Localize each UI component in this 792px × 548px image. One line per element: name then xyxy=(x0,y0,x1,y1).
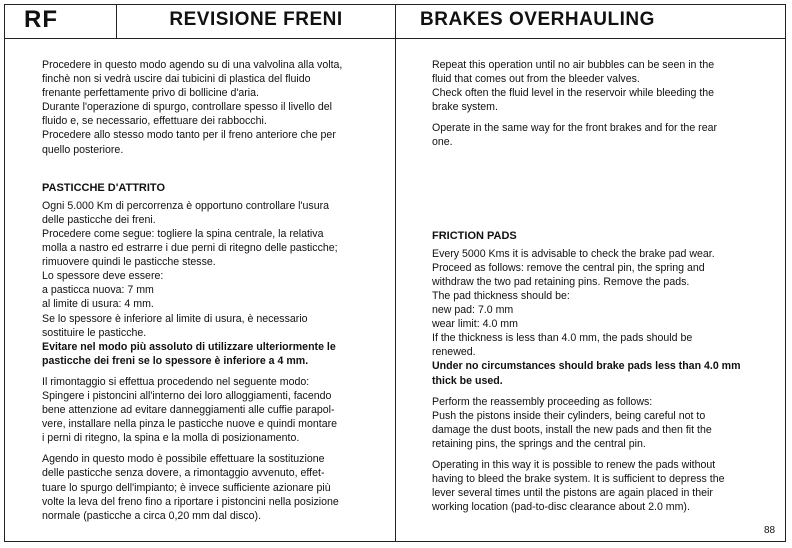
text-line: Check often the fluid level in the reservoir while bleeding the xyxy=(432,87,715,100)
text-line: Proceed as follows: remove the central pin, the spring and xyxy=(432,261,705,274)
english-heading: FRICTION PADS xyxy=(432,229,517,242)
text-line: Evitare nel modo più assoluto di utilizzare ulteriormente le xyxy=(42,340,336,353)
text-line: finchè non si vedrà uscire dai tubicini di plastica del fluido xyxy=(42,73,311,86)
english-body-1 xyxy=(432,247,750,360)
text-line: i perni di ritegno, la spina e la molla di posizionamento. xyxy=(42,432,300,445)
text-line: Repeat this operation until no air bubbles can be seen in the xyxy=(432,59,715,71)
english-column xyxy=(432,58,750,514)
text-line: wear limit: 4.0 mm xyxy=(432,318,518,331)
english-intro xyxy=(432,58,750,114)
english-warning xyxy=(432,359,750,387)
text-line: fluido e, se necessario, effettuare dei rabbocchi. xyxy=(42,115,267,128)
text-line: withdraw the two pad retaining pins. Remove the pads. xyxy=(432,275,690,288)
italian-body-3 xyxy=(42,452,360,522)
italian-warning xyxy=(42,340,360,368)
text-line: Procedere come segue: togliere la spina centrale, la relativa xyxy=(42,227,324,240)
title-english: BRAKES OVERHAULING xyxy=(420,9,655,30)
section-code: RF xyxy=(24,6,58,33)
text-line: one. xyxy=(432,136,453,149)
text-line: molla a nastro ed estrarre i due perni di ritegno delle pasticche; xyxy=(42,242,338,255)
text-line: Procedere in questo modo agendo su di una valvolina alla volta, xyxy=(42,59,343,71)
text-line: volte la leva del freno fino a riportare i pistoncini nella posizione xyxy=(42,495,339,508)
english-intro-2 xyxy=(432,121,750,149)
title-italian: REVISIONE FRENI xyxy=(169,9,343,30)
english-body-2 xyxy=(432,395,750,451)
text-line: new pad: 7.0 mm xyxy=(432,304,514,317)
text-line: lever several times until the pistons are again placed in their xyxy=(432,487,713,500)
text-line: Spingere i pistoncini all'interno dei loro alloggiamenti, facendo xyxy=(42,389,332,402)
text-line: Il rimontaggio si effettua procedendo nel seguente modo: xyxy=(42,375,310,388)
text-line: If the thickness is less than 4.0 mm, the pads should be xyxy=(432,332,693,345)
text-line: tuare lo spurgo dell'impianto; è invece sufficiente azionare più xyxy=(42,481,331,494)
text-line: Durante l'operazione di spurgo, controllare spesso il livello del xyxy=(42,101,332,114)
text-line: Se lo spessore è inferiore al limite di usura, è necessario xyxy=(42,312,308,325)
text-line: damage the dust boots, install the new pads and then fit the xyxy=(432,423,712,436)
text-line: Lo spessore deve essere: xyxy=(42,270,164,283)
text-line: Procedere allo stesso modo tanto per il freno anteriore che per xyxy=(42,129,336,142)
text-line: sostituire le pasticche. xyxy=(42,326,147,339)
italian-column xyxy=(42,58,360,523)
text-line: Push the pistons inside their cylinders, being careful not to xyxy=(432,409,706,422)
column-divider xyxy=(395,4,396,542)
text-line: brake system. xyxy=(432,101,498,114)
text-line: Operate in the same way for the front brakes and for the rear xyxy=(432,122,718,135)
text-line: having to bleed the brake system. It is sufficient to depress the xyxy=(432,473,725,486)
text-line: Ogni 5.000 Km di percorrenza è opportuno controllare l'usura xyxy=(42,199,330,212)
text-line: bene attenzione ad evitare danneggiamenti alle cuffie parapol- xyxy=(42,404,335,417)
text-line: normale (pasticche a circa 0,20 mm dal disco). xyxy=(42,509,262,522)
text-line: vere, installare nella pinza le pasticche nuove e quindi montare xyxy=(42,418,338,431)
text-line: delle pasticche senza dovere, a rimontaggio avvenuto, effet- xyxy=(42,467,325,480)
section-code-box xyxy=(4,4,117,38)
text-line: delle pasticche dei freni. xyxy=(42,213,156,226)
text-line: Every 5000 Kms it is advisable to check the brake pad wear. xyxy=(432,247,715,260)
text-line: pasticche dei freni se lo spessore è inferiore a 4 mm. xyxy=(42,354,309,367)
english-body-3 xyxy=(432,458,750,514)
text-line: The pad thickness should be: xyxy=(432,289,570,302)
text-line: retaining pins, the springs and the central pin. xyxy=(432,437,646,450)
text-line: a pasticca nuova: 7 mm xyxy=(42,284,154,297)
page-number: 88 xyxy=(764,525,776,536)
italian-body-2 xyxy=(42,375,360,445)
text-line: Agendo in questo modo è possibile effettuare la sostituzione xyxy=(42,453,325,466)
text-line: Under no circumstances should brake pads less than 4.0 mm xyxy=(432,360,741,373)
italian-intro xyxy=(42,58,360,157)
text-line: Perform the reassembly proceeding as follows: xyxy=(432,395,653,408)
text-line: working location (pad-to-disc clearance about 2.0 mm). xyxy=(432,501,690,514)
text-line: thick be used. xyxy=(432,374,503,387)
header-divider xyxy=(4,38,786,39)
italian-heading: PASTICCHE D'ATTRITO xyxy=(42,181,166,194)
italian-body-1 xyxy=(42,199,360,340)
text-line: fluid that comes out from the bleeder valves. xyxy=(432,73,640,86)
text-line: quello posteriore. xyxy=(42,143,124,156)
text-line: al limite di usura: 4 mm. xyxy=(42,298,154,311)
text-line: frenante perfettamente privo di bollicine d'aria. xyxy=(42,87,259,100)
text-line: renewed. xyxy=(432,346,476,359)
text-line: Operating in this way it is possible to renew the pads without xyxy=(432,458,716,471)
text-line: rimuovere quindi le pasticche stesse. xyxy=(42,256,216,269)
